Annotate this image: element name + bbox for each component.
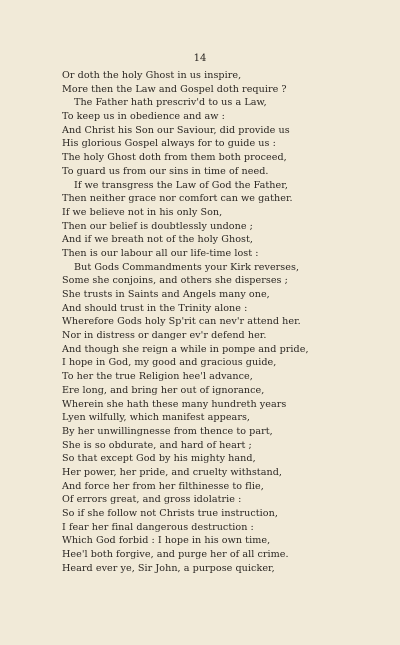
poem-line: If we transgress the Law of God the Father, xyxy=(74,179,288,191)
poem-line: And force her from her filthinesse to flie, xyxy=(62,480,264,492)
poem-line: I hope in God, my good and gracious guide, xyxy=(62,357,277,369)
poem-line: The Father hath prescriv'd to us a Law, xyxy=(74,97,267,109)
poem-line: The holy Ghost doth from them both proceed, xyxy=(62,152,287,164)
poem-line: By her unwillingnesse from thence to part, xyxy=(62,425,273,437)
poem-line: Of errors great, and gross idolatrie : xyxy=(62,494,242,506)
poem-line: To guard us from our sins in time of need. xyxy=(62,165,269,177)
poem-line: To keep us in obedience and aw : xyxy=(62,111,225,123)
poem-line: More then the Law and Gospel doth require ? xyxy=(62,83,287,95)
poem-line: She is so obdurate, and hard of heart ; xyxy=(62,439,252,451)
poem-line: She trusts in Saints and Angels many one, xyxy=(62,289,270,300)
poem-line: Then is our labour all our life-time lost : xyxy=(62,247,259,259)
poem-line: So if she follow not Christs true instruction, xyxy=(62,508,278,519)
poem-line: But Gods Commandments your Kirk reverses, xyxy=(74,261,300,273)
poem-line: Which God forbid : I hope in his own time, xyxy=(62,535,271,547)
poem-line: And if we breath not of the holy Ghost, xyxy=(62,234,253,246)
poem-line: Wherein she hath these many hundreth years xyxy=(62,398,287,410)
poem-line: And though she reign a while in pompe and pride, xyxy=(62,343,309,355)
poem-line: Nor in distress or danger ev'r defend her. xyxy=(62,330,267,342)
poem-line: So that except God by his mighty hand, xyxy=(62,453,256,465)
poem-line: Or doth the holy Ghost in us inspire, xyxy=(62,70,242,81)
poem-line: Some she conjoins, and others she disperses ; xyxy=(62,275,288,287)
poem-line: Wherefore Gods holy Sp'rit can nev'r attend her. xyxy=(62,316,301,328)
poem-line: Then neither grace nor comfort can we gather. xyxy=(62,193,293,205)
poem-line: Her power, her pride, and cruelty withstand, xyxy=(62,466,283,478)
poem-line: If we believe not in his only Son, xyxy=(62,206,223,218)
poem-line: To her the true Religion hee'l advance, xyxy=(62,371,253,383)
poem-line: Ere long, and bring her out of ignorance, xyxy=(62,384,265,396)
page-number: 14 xyxy=(193,53,207,64)
poem-text xyxy=(62,69,398,575)
poem-line: Then our belief is doubtlessly undone ; xyxy=(62,220,253,232)
poem-line: Hee'l both forgive, and purge her of all crime. xyxy=(62,549,289,561)
poem-line: And Christ his Son our Saviour, did provide us xyxy=(62,124,290,136)
poem-line: I fear her final dangerous destruction : xyxy=(62,521,254,533)
poem-line: His glorious Gospel always for to guide us : xyxy=(62,138,276,150)
poem-line: Lyen wilfully, which manifest appears, xyxy=(62,412,251,424)
poem-line: Heard ever ye, Sir John, a purpose quicker, xyxy=(62,562,275,574)
poem-line: And should trust in the Trinity alone : xyxy=(62,302,248,314)
